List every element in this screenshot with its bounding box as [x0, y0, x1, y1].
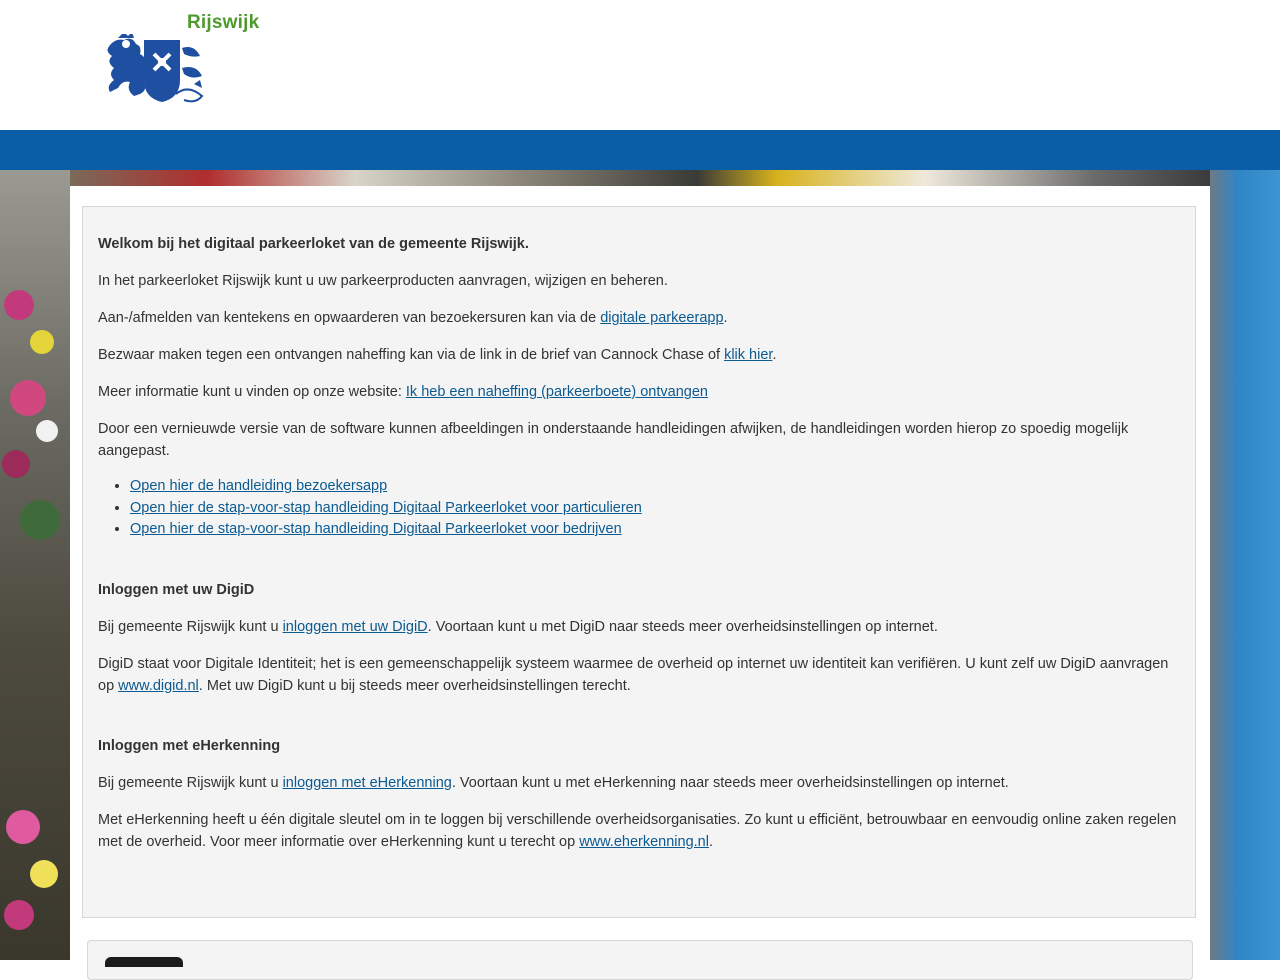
digid-heading: Inloggen met uw DigiD — [98, 581, 255, 598]
rijswijk-logo[interactable] — [104, 10, 264, 106]
eherkenning-login-paragraph: Bij gemeente Rijswijk kunt u inloggen met eHerkenning. Voortaan kunt u met eHerkenning naar steeds meer overheidsinstellingen op internet. — [98, 774, 1009, 791]
logo-text: Rijswijk — [187, 12, 260, 33]
list-item — [130, 498, 1180, 520]
background-flowers-left — [0, 170, 70, 960]
main-navigation-bar — [0, 130, 1280, 170]
content-container — [70, 186, 1210, 960]
digid-info-paragraph: DigiD staat voor Digitale Identiteit; het is een gemeenschappelijk systeem waarmee de overheid op internet uw identiteit kan verifiëren. U kunt zelf uw DigiD aanvragen op www.digid.nl. Met uw DigiD kunt u bij steeds meer overheidsinstellingen terecht. — [98, 655, 1169, 694]
manual-link-bezoekersapp[interactable]: Open hier de handleiding bezoekersapp — [130, 478, 388, 494]
background-photo-strip — [70, 170, 1210, 186]
eherkenning-info-paragraph: Met eHerkenning heeft u één digitale sleutel om in te loggen bij verschillende overheidsorganisaties. Zo kunt u efficiënt, betrouwbaar en eenvoudig online zaken regelen met de overheid. Voor meer informatie over eHerkenning kunt u terecht op www.eherkenning.nl. — [98, 811, 1177, 850]
klik-hier-link[interactable]: klik hier — [724, 347, 773, 363]
coat-of-arms-icon — [104, 34, 208, 106]
login-panel — [87, 940, 1193, 980]
digid-login-link[interactable]: inloggen met uw DigiD — [282, 618, 428, 635]
naheffing-link[interactable]: Ik heb een naheffing (parkeerboete) ontvangen — [405, 384, 708, 400]
list-item — [130, 519, 1180, 541]
software-notice-paragraph: Door een vernieuwde versie van de software kunnen afbeeldingen in onderstaande handleidingen afwijken, de handleidingen worden hierop zo spoedig mogelijk aangepast. — [98, 421, 1129, 459]
welcome-panel — [82, 206, 1196, 918]
parkeerapp-paragraph: Aan-/afmelden van kentekens en opwaarderen van bezoekersuren kan via de digitale parkeerapp. — [98, 310, 728, 326]
eherkenning-login-link[interactable]: inloggen met eHerkenning — [282, 774, 452, 791]
eherkenning-heading: Inloggen met eHerkenning — [98, 737, 281, 754]
digid-login-paragraph: Bij gemeente Rijswijk kunt u inloggen met uw DigiD. Voortaan kunt u met DigiD naar steeds meer overheidsinstellingen op internet. — [98, 618, 938, 635]
site-header — [0, 0, 1280, 130]
digid-website-link[interactable]: www.digid.nl — [118, 677, 199, 694]
manual-link-bedrijven[interactable]: Open hier de stap-voor-stap handleiding Digitaal Parkeerloket voor bedrijven — [130, 521, 622, 537]
list-item — [130, 476, 1180, 498]
parkeerapp-link[interactable]: digitale parkeerapp — [600, 310, 724, 326]
manual-link-particulieren[interactable]: Open hier de stap-voor-stap handleiding Digitaal Parkeerloket voor particulieren — [130, 499, 642, 516]
manuals-list — [98, 476, 1180, 541]
background-blue-pillar — [1210, 170, 1280, 960]
welcome-heading: Welkom bij het digitaal parkeerloket van de gemeente Rijswijk. — [98, 236, 529, 252]
more-info-paragraph: Meer informatie kunt u vinden op onze website: Ik heb een naheffing (parkeerboete) ontvangen — [98, 384, 708, 400]
bezwaar-paragraph: Bezwaar maken tegen een ontvangen naheffing kan via de link in de brief van Cannock Chase of klik hier. — [98, 347, 777, 363]
intro-paragraph: In het parkeerloket Rijswijk kunt u uw parkeerproducten aanvragen, wijzigen en beheren. — [98, 273, 668, 289]
login-button[interactable] — [105, 957, 183, 967]
eherkenning-website-link[interactable]: www.eherkenning.nl — [579, 833, 709, 850]
